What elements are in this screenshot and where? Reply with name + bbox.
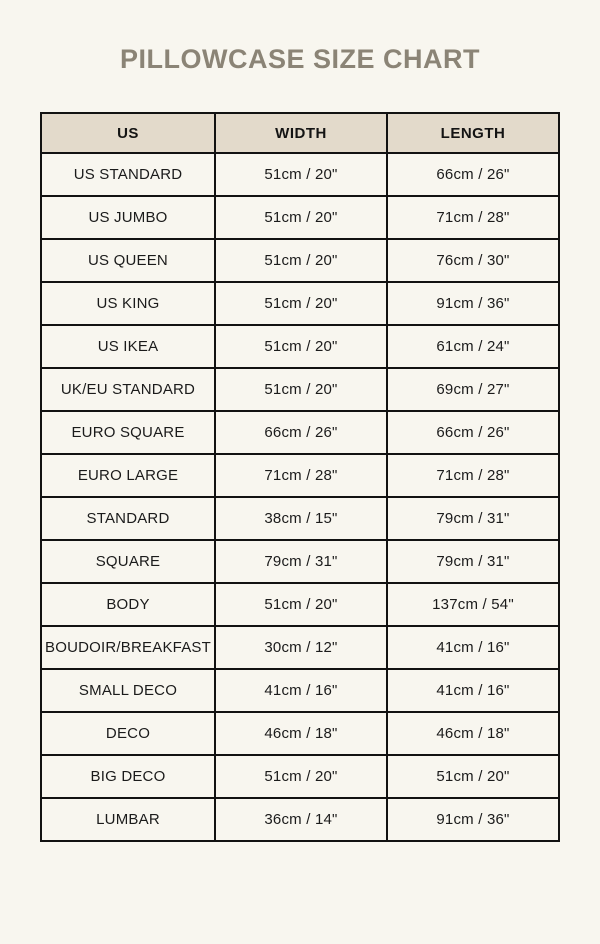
size-name-cell: EURO LARGE	[41, 454, 215, 497]
width-cell: 30cm / 12"	[215, 626, 387, 669]
length-cell: 66cm / 26"	[387, 153, 559, 196]
size-name-cell: US IKEA	[41, 325, 215, 368]
width-cell: 51cm / 20"	[215, 583, 387, 626]
table-row	[41, 798, 559, 841]
table-row	[41, 626, 559, 669]
length-cell: 69cm / 27"	[387, 368, 559, 411]
width-cell: 51cm / 20"	[215, 282, 387, 325]
page-title: PILLOWCASE SIZE CHART	[120, 44, 480, 74]
width-cell: 51cm / 20"	[215, 325, 387, 368]
column-header-length: LENGTH	[387, 113, 559, 153]
length-cell: 71cm / 28"	[387, 454, 559, 497]
length-cell: 79cm / 31"	[387, 540, 559, 583]
size-name-cell: DECO	[41, 712, 215, 755]
length-cell: 91cm / 36"	[387, 282, 559, 325]
width-cell: 51cm / 20"	[215, 196, 387, 239]
table-row	[41, 583, 559, 626]
size-name-cell: BIG DECO	[41, 755, 215, 798]
column-header-us: US	[41, 113, 215, 153]
width-cell: 71cm / 28"	[215, 454, 387, 497]
size-name-cell: US KING	[41, 282, 215, 325]
table-row	[41, 755, 559, 798]
width-cell: 51cm / 20"	[215, 368, 387, 411]
size-name-cell: SQUARE	[41, 540, 215, 583]
table-row	[41, 540, 559, 583]
table-row	[41, 239, 559, 282]
table-header	[41, 113, 559, 153]
table-row	[41, 325, 559, 368]
table-row	[41, 282, 559, 325]
width-cell: 51cm / 20"	[215, 755, 387, 798]
length-cell: 41cm / 16"	[387, 669, 559, 712]
size-name-cell: US JUMBO	[41, 196, 215, 239]
header-row	[41, 113, 559, 153]
table-body	[41, 153, 559, 841]
length-cell: 41cm / 16"	[387, 626, 559, 669]
length-cell: 71cm / 28"	[387, 196, 559, 239]
length-cell: 91cm / 36"	[387, 798, 559, 841]
width-cell: 79cm / 31"	[215, 540, 387, 583]
table-row	[41, 153, 559, 196]
table-row	[41, 368, 559, 411]
width-cell: 46cm / 18"	[215, 712, 387, 755]
table-row	[41, 196, 559, 239]
size-name-cell: STANDARD	[41, 497, 215, 540]
size-chart-table	[40, 112, 560, 842]
width-cell: 51cm / 20"	[215, 239, 387, 282]
size-name-cell: EURO SQUARE	[41, 411, 215, 454]
size-name-cell: BOUDOIR/BREAKFAST	[41, 626, 215, 669]
width-cell: 36cm / 14"	[215, 798, 387, 841]
size-name-cell: UK/EU STANDARD	[41, 368, 215, 411]
length-cell: 137cm / 54"	[387, 583, 559, 626]
table-row	[41, 411, 559, 454]
column-header-width: WIDTH	[215, 113, 387, 153]
length-cell: 61cm / 24"	[387, 325, 559, 368]
size-name-cell: SMALL DECO	[41, 669, 215, 712]
size-name-cell: US QUEEN	[41, 239, 215, 282]
length-cell: 46cm / 18"	[387, 712, 559, 755]
table-row	[41, 454, 559, 497]
size-name-cell: LUMBAR	[41, 798, 215, 841]
table-row	[41, 712, 559, 755]
width-cell: 66cm / 26"	[215, 411, 387, 454]
length-cell: 76cm / 30"	[387, 239, 559, 282]
width-cell: 38cm / 15"	[215, 497, 387, 540]
length-cell: 79cm / 31"	[387, 497, 559, 540]
table-row	[41, 497, 559, 540]
table-row	[41, 669, 559, 712]
width-cell: 51cm / 20"	[215, 153, 387, 196]
length-cell: 51cm / 20"	[387, 755, 559, 798]
size-name-cell: BODY	[41, 583, 215, 626]
length-cell: 66cm / 26"	[387, 411, 559, 454]
width-cell: 41cm / 16"	[215, 669, 387, 712]
size-name-cell: US STANDARD	[41, 153, 215, 196]
